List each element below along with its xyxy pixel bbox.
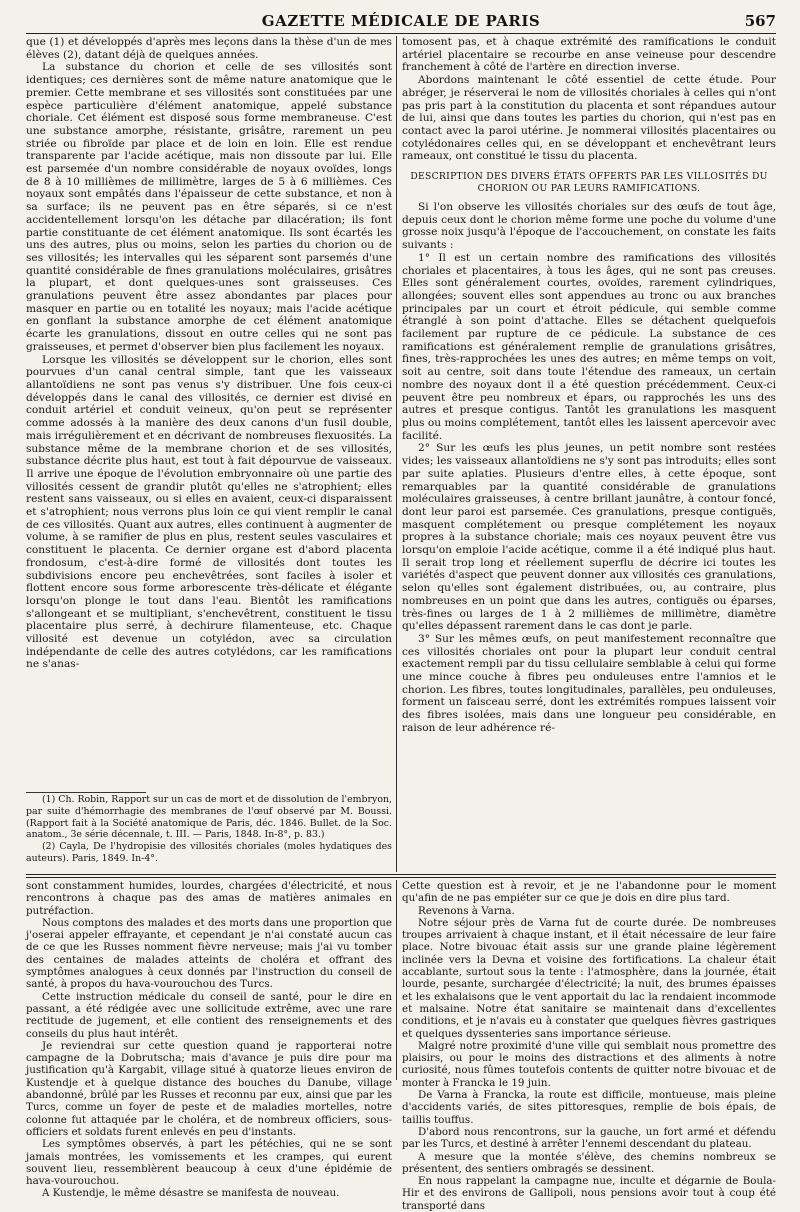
- page-header: [26, 12, 776, 34]
- paragraph: Malgré notre proximité d'une ville qui semblait nous promettre des plaisirs, ou pour le moins des distractions et des aliments à notre curiosité, nous fûmes toutefois contents de quitter notre bivouac et de monter à Francka le 19 juin.: [402, 1039, 776, 1089]
- paragraph: Cette instruction médicale du conseil de santé, pour le dire en passant, a été rédigée avec une sollicitude extrême, avec une rare rectitude de jugement, et elle contient des renseignements et des conseils du plus haut intérêt.: [26, 990, 392, 1040]
- paragraph: tomosent pas, et à chaque extrémité des ramifications le conduit artériel placentaire se recourbe en anse veineuse pour descendre franchement à côté de l'artère en direction inverse.: [402, 36, 776, 74]
- paragraph: Les symptômes observés, à part les pétéchies, qui ne se sont jamais montrées, les vomissements et les crampes, qui eurent souvent lieu, ressemblèrent beaucoup à ceux d'une épidémie de hava-vourouchou.: [26, 1138, 392, 1188]
- section-heading: DESCRIPTION DES DIVERS ÉTATS OFFERTS PAR LES VILLOSITÉS DU CHORION OU PAR LEURS RAMIFICATIONS.: [410, 171, 768, 195]
- section-rule-double: [26, 877, 776, 878]
- page-number: 567: [744, 12, 776, 30]
- article-column-right: [402, 36, 776, 869]
- paragraph: Cette question est à revoir, et je ne l'abandonne pour le moment qu'afin de ne pas empiéter sur ce que je dois en dire plus tard.: [402, 880, 776, 905]
- paragraph: sont constamment humides, lourdes, chargées d'électricité, et nous rencontrons à chaque pas des amas de matières animales en putréfaction.: [26, 880, 392, 917]
- column-divider: [396, 36, 397, 872]
- paragraph: Notre séjour près de Varna fut de courte durée. De nombreuses troupes arrivaient à chaque instant, et il était nécessaire de leur faire place. Notre bivouac était assis sur une grande plaine légèrement inclinée vers la Devna et voisine des fortifications. La chaleur était accablante, surtout sous la tente : l'atmosphère, dans la journée, était lourde, pesante, surchargée d'électricité; la nuit, des brumes épaisses et les exhalaisons que le vent apportait du lac la rendaient incommode et malsaine. Notre état sanitaire se maintenait dans d'excellentes conditions, et je n'avais eu à constater que quelques fièvres gastriques et quelques dyssenteries sans importance sérieuse.: [402, 916, 776, 1040]
- footnote-rule: [26, 792, 146, 793]
- paragraph: De Varna à Francka, la route est difficile, montueuse, mais pleine d'accidents variés, de sites pittoresques, remplie de bois épais, de taillis touffus.: [402, 1089, 776, 1126]
- footnote: (2) Cayla, De l'hydropisie des villosités choriales (moles hydatiques des auteurs). Paris, 1849. In-4°.: [26, 841, 392, 864]
- paragraph: Revenons à Varna.: [418, 904, 515, 917]
- paragraph: Lorsque les villosités se développent sur le chorion, elles sont pourvues d'un canal central simple, tant que les vaisseaux allantoïdiens ne sont pas venus s'y distribuer. Une fois ceux-ci développés dans le canal des villosités, ce dernier est divisé en conduit artériel et conduit veineux, qu'on peut se représenter comme adossés à la manière des deux canons d'un fusil double, mais irrégulièrement et en décrivant de nombreuses flexuosités. La substance même de la membrane chorion et de ses villosités, substance décrite plus haut, est tout à fait dépourvue de vaisseaux. Il arrive une époque de l'évolution embryonnaire où une partie des villosités cessent de grandir plutôt qu'elles ne s'atrophient; elles restent sans vaisseaux, ou si elles en avaient, ceux-ci disparaissent et s'atrophient; nous verrons plus loin ce qui vient remplir le canal de ces villosités. Quant aux autres, elles continuent à augmenter de volume, à se ramifier de plus en plus, restent seules vasculaires et constituent le placenta. Ce dernier organe est d'abord placenta frondosum, c'est-à-dire formé de villosités dont toutes les subdivisions encore peu enchevêtrées, sont faciles à isoler et flottent encore sous forme arborescente très-délicate et élégante lorsqu'on plonge le tout dans l'eau. Bientôt les ramifications s'allongeant et se multipliant, s'enchevêtrent, constituent le tissu placentaire plus serré, à dechirure filamenteuse, etc. Chaque villosité est devenue un cotylédon, avec sa circulation indépendante de celle des autres cotylédons, car les ramifications ne s'anas-: [26, 353, 392, 671]
- header-rule: [26, 33, 776, 34]
- paragraph: 1° Il est un certain nombre des ramifications des villosités choriales et placentaires, à tous les âges, qui ne sont pas creuses. Elles sont généralement courtes, ovoïdes, rarement cylindriques, allongées; souvent elles sont appendues au tronc ou aux branches principales par un court et étroit pédicule, qui semble comme étranglé à son point d'attache. Elles se détachent quelquefois facilement par rupture de ce pédicule. La substance de ces ramifications est généralement remplie de granulations grisâtres, fines, très-rapprochées les unes des autres; en même temps on voit, soit au centre, soit dans toute l'étendue des rameaux, un certain nombre des noyaux dont il a été question précédemment. Ceux-ci peuvent être peu nombreux et épars, ou rapprochés les uns des autres et presque contigus. Tantôt les granulations les masquent plus ou moins complétement, tantôt elles les laissent apercevoir avec facilité.: [402, 251, 776, 442]
- paragraph: 3° Sur les mêmes œufs, on peut manifestement reconnaître que ces villosités choriales ont pour la plupart leur conduit central exactement rempli par du tissu cellulaire semblable à celui qui forme une mince couche à fibres peu onduleuses entre l'amnios et le chorion. Les fibres, toutes longitudinales, parallèles, peu onduleuses, forment un faisceau serré, dont les extrémités rompues laissent voir des fibres isolées, mais dans une longueur peu considérable, en raison de leur adhérence ré-: [402, 632, 776, 734]
- article-column-left: [26, 36, 392, 791]
- feuilleton-column-right: [402, 880, 776, 1212]
- column-divider-bottom: [396, 880, 397, 1080]
- paragraph: que (1) et développés d'après mes leçons dans la thèse d'un de mes élèves (2), datant déjà de quelques années.: [26, 36, 392, 61]
- paragraph: Si l'on observe les villosités choriales sur des œufs de tout âge, depuis ceux dont le chorion même forme une poche du volume d'une grosse noix jusqu'à l'époque de l'accouchement, on constate les faits suivants :: [402, 201, 776, 252]
- paragraph: A mesure que la montée s'élève, des chemins nombreux se présentent, des sentiers ombragés se dessinent.: [402, 1150, 776, 1175]
- paragraph: Nous comptons des malades et des morts dans une proportion que j'oserai appeler effrayante, et cependant je n'ai constaté aucun cas de ce que les Russes nomment fièvre nerveuse; mais j'ai vu tomber des centaines de malades atteints de choléra et offrant des symptômes analogues à ceux donnés par l'instruction du conseil de santé, à propos du hava-vourouchou des Turcs.: [26, 916, 392, 991]
- paragraph: La substance du chorion et celle de ses villosités sont identiques; ces dernières sont de même nature anatomique que le premier. Cette membrane et ses villosités sont constituées par une espèce particulière d'élément anatomique, appelé substance choriale. Cet élément est disposé sous forme membraneuse. C'est une substance amorphe, résistante, grisâtre, rarement un peu striée ou fibroïde par place et de loin en loin. Elle est rendue transparente par l'acide acétique, mais non dissoute par lui. Elle est parsemée d'un nombre considérable de noyaux ovoïdes, longs de 8 à 10 millièmes de millimètre, larges de 5 à 6 millièmes. Ces noyaux sont empâtés dans l'épaisseur de cette substance, et non à sa surface; ils ne peuvent pas en être séparés, si ce n'est accidentellement lorsqu'on les détache par dilacération; ils font partie constituante de cet élément anatomique. Ils sont écartés les uns des autres, plus ou moins, selon les parties du chorion ou de ses villosités; les intervalles qui les séparent sont parsemés d'une quantité considérable de fines granulations moléculaires, grisâtres la plupart, et dont quelques-unes sont graisseuses. Ces granulations peuvent être assez abondantes par places pour masquer en partie ou en totalité les noyaux; mais l'acide acétique en gonflant la substance amorphe de cet élément anatomique écarte les granulations, dissout en outre celles qui ne sont pas graisseuses, et permet d'observer bien plus facilement les noyaux.: [26, 61, 392, 353]
- footnotes: [26, 794, 392, 874]
- paragraph: D'abord nous rencontrons, sur la gauche, un fort armé et défendu par les Turcs, et destiné à arrêter l'ennemi descendant du plateau.: [402, 1125, 776, 1151]
- paragraph: Je reviendrai sur cette question quand je rapporterai notre campagne de la Dobrutscha; mais d'avance je puis dire pour ma justification qu'à Kargabit, village situé à quatorze lieues environ de Kustendje et à quelque distance des bouches du Danube, village abandonné, brûlé par les Russes et reconnu par eux, ainsi que par les Turcs, comme un foyer de peste et de maladies mortelles, notre colonne fut attaquée par le choléra, et de nombreux officiers, sous-officiers et soldats furent enlevés en peu d'instants.: [26, 1039, 392, 1138]
- footnote: (1) Ch. Robin, Rapport sur un cas de mort et de dissolution de l'embryon, par suite d'hémorrhagie des membranes de l'œuf observé par M. Boussi. (Rapport fait à la Société anatomique de Paris, déc. 1846. Bullet. de la Soc. anatom., 3e série décennale, t. III. — Paris, 1848. In-8°, p. 83.): [26, 794, 392, 841]
- section-rule: [26, 874, 776, 875]
- paragraph: 2° Sur les œufs les plus jeunes, un petit nombre sont restées vides; les vaisseaux allantoïdiens ne s'y sont pas introduits; elles sont par suite aplaties. Plusieurs d'entre elles, à cette époque, sont remarquables par la quantité considérable de granulations moléculaires graisseuses, à centre brillant jaunâtre, à contour foncé, dont leur paroi est parsemée. Ces granulations, presque contiguës, masquent complétement ou presque complétement les noyaux propres à la substance choriale; mais ces noyaux peuvent être vus lorsqu'on emploie l'acide acétique, comme il a été indiqué plus haut. Il serait trop long et réellement superflu de décrire ici toutes les variétés d'aspect que peuvent donner aux villosités ces granulations, selon qu'elles sont également distribuées, ou, au contraire, plus nombreuses en un point que dans les autres, contiguës ou éparses, très-fines ou larges de 1 à 2 millièmes de millimètre, diamètre qu'elles dépassent rarement dans le cas dont je parle.: [402, 442, 776, 633]
- feuilleton-column-left: [26, 880, 392, 1200]
- paragraph: En nous rappelant la campagne nue, inculte et dégarnie de Boula-Hir et des environs de Gallipoli, nous pensions avoir tout à coup été transporté dans: [402, 1175, 776, 1212]
- paragraph: Abordons maintenant le côté essentiel de cette étude. Pour abréger, je réserverai le nom de villosités choriales à celles qui n'ont pas pris part à la constitution du placenta et sont répandues autour de lui, ainsi que dans toutes les parties du chorion, qui n'est pas en contact avec la paroi utérine. Je nommerai villosités placentaires ou cotylédonaires celles qui, en se développant et enchevêtrant leurs rameaux, ont constitué le tissu du placenta.: [402, 74, 776, 163]
- paragraph: A Kustendje, le même désastre se manifesta de nouveau.: [42, 1187, 340, 1200]
- journal-title: GAZETTE MÉDICALE DE PARIS: [261, 12, 541, 30]
